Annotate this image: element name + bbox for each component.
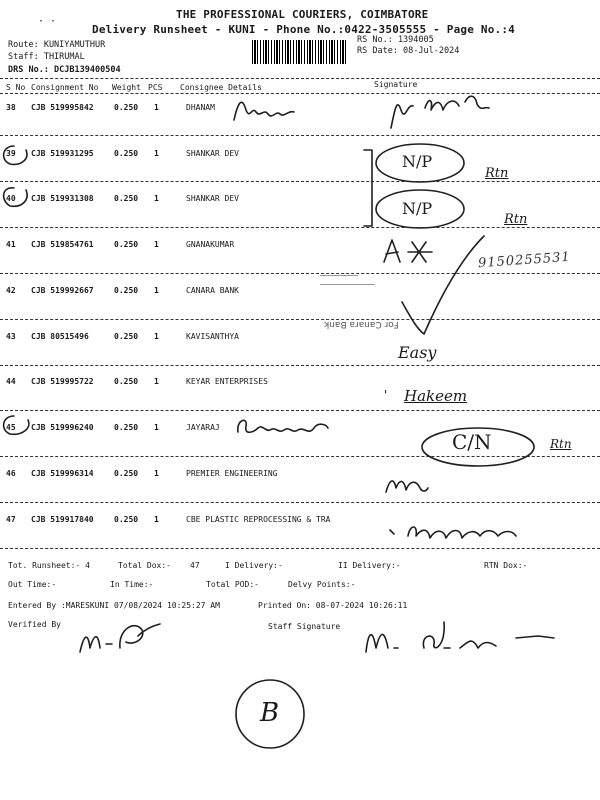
row-weight: 0.250 — [114, 423, 139, 432]
staff-signature-label: Staff Signature — [268, 622, 341, 631]
row-weight: 0.250 — [114, 377, 139, 386]
row-weight: 0.250 — [114, 286, 139, 295]
row-divider — [0, 319, 600, 320]
row-consignee: JAYARAJ — [186, 423, 220, 432]
row-consignee: GNANAKUMAR — [186, 240, 235, 249]
col-pcs: PCS — [148, 83, 163, 92]
row-consignee: KEYAR ENTERPRISES — [186, 377, 268, 386]
row-divider — [0, 456, 600, 457]
row-divider — [0, 365, 600, 366]
row-weight: 0.250 — [114, 240, 139, 249]
total-dox-value: 47 — [190, 561, 200, 570]
col-consignee: Consignee Details — [180, 83, 262, 92]
signature-easy: Easy — [398, 343, 437, 362]
row-sno: 42 — [6, 286, 16, 295]
row-pcs: 1 — [154, 423, 159, 432]
row-pcs: 1 — [154, 240, 159, 249]
np-mark-2: N/P — [402, 199, 433, 218]
row-consignment: CJB 519931308 — [31, 194, 94, 203]
rs-number: RS No.: 1394005 — [357, 35, 434, 45]
row-weight: 0.250 — [114, 103, 139, 112]
signature-icon — [382, 470, 432, 500]
row-consignment: CJB 519995722 — [31, 377, 94, 386]
row-pcs: 1 — [154, 286, 159, 295]
verified-by: Verified By — [8, 620, 61, 629]
row-divider — [0, 502, 600, 503]
row-consignee: CBE PLASTIC REPROCESSING & TRA — [186, 515, 331, 524]
row-weight: 0.250 — [114, 149, 139, 158]
stamp-b: B — [260, 698, 280, 728]
row-sno: 45 — [6, 423, 16, 432]
row-weight: 0.250 — [114, 515, 139, 524]
i-delivery: I Delivery:- — [225, 561, 283, 570]
delvy-points: Delvy Points:- — [288, 580, 356, 589]
row-sno: 38 — [6, 103, 16, 112]
row-consignment: CJB 519931295 — [31, 149, 94, 158]
col-consignment: Consignment No — [31, 83, 99, 92]
row-sno: 46 — [6, 469, 16, 478]
route-label: Route: KUNIYAMUTHUR — [8, 40, 106, 50]
row-consignee: KAVISANTHYA — [186, 332, 239, 341]
signature-icon — [385, 88, 495, 134]
row-weight: 0.250 — [114, 469, 139, 478]
bank-stamp: ───────────── ───────── — [320, 271, 375, 288]
rtn-dox: RTN Dox:- — [484, 561, 528, 570]
row-consignee: CANARA BANK — [186, 286, 239, 295]
np-mark-1: N/P — [402, 152, 433, 171]
row-pcs: 1 — [154, 194, 159, 203]
consignee-signature-icon — [230, 92, 300, 128]
col-signature: Signature — [374, 80, 418, 89]
rtn-mark-3: Rtn — [550, 437, 572, 451]
staff-signature-icon — [360, 618, 560, 658]
top-mark: · · — [38, 16, 57, 27]
header-divider-top — [0, 78, 600, 79]
row-divider — [0, 135, 600, 136]
signature-hakeem: Hakeem — [404, 387, 468, 405]
canara-stamp: For Canara Bank — [324, 319, 399, 329]
row-consignee: SHANKAR DEV — [186, 194, 239, 203]
row-divider — [0, 227, 600, 228]
phone-handwritten: 9150255531 — [477, 249, 572, 272]
row-sno: 43 — [6, 332, 16, 341]
row-consignment: CJB 519992667 — [31, 286, 94, 295]
row-consignee: PREMIER ENGINEERING — [186, 469, 278, 478]
rtn-mark-1: Rtn — [485, 166, 509, 181]
row-divider — [0, 548, 600, 549]
row-sno: 47 — [6, 515, 16, 524]
barcode — [252, 40, 347, 64]
consignee-signature-icon — [232, 410, 332, 444]
row-sno: 40 — [6, 194, 16, 203]
total-pod: Total POD:- — [206, 580, 259, 589]
row-pcs: 1 — [154, 469, 159, 478]
row-sno: 44 — [6, 377, 16, 386]
row-weight: 0.250 — [114, 332, 139, 341]
row-consignment: CJB 519917840 — [31, 515, 94, 524]
total-dox: Total Dox:- — [118, 561, 171, 570]
row-divider — [0, 181, 600, 182]
tick-mark: ' — [382, 388, 390, 402]
entered-by: Entered By :MARESKUNI 07/08/2024 10:25:27 AM — [8, 601, 220, 610]
staff-label: Staff: THIRUMAL — [8, 52, 85, 62]
tot-runsheet: Tot. Runsheet:- 4 — [8, 561, 90, 570]
in-time: In Time:- — [110, 580, 154, 589]
row-sno: 41 — [6, 240, 16, 249]
signature-icon — [386, 518, 526, 548]
row-sno: 39 — [6, 149, 16, 158]
row-divider — [0, 410, 600, 411]
row-consignee: DHANAM — [186, 103, 215, 112]
row-pcs: 1 — [154, 103, 159, 112]
row-consignee: SHANKAR DEV — [186, 149, 239, 158]
row-pcs: 1 — [154, 377, 159, 386]
row-consignment: CJB 519996314 — [31, 469, 94, 478]
drs-number: DRS No.: DCJB139400504 — [8, 65, 121, 75]
col-weight: Weight — [112, 83, 141, 92]
row-consignment: CJB 519854761 — [31, 240, 94, 249]
verified-signature-icon — [76, 618, 166, 660]
col-sno: S No — [6, 83, 26, 92]
row-pcs: 1 — [154, 332, 159, 341]
bracket-icon — [360, 148, 380, 230]
row-weight: 0.250 — [114, 194, 139, 203]
row-divider — [0, 273, 600, 274]
runsheet-title: Delivery Runsheet - KUNI - Phone No.:0422-3505555 - Page No.:4 — [92, 23, 515, 36]
row-pcs: 1 — [154, 149, 159, 158]
row-consignment: CJB 80515496 — [31, 332, 89, 341]
ii-delivery: II Delivery:- — [338, 561, 401, 570]
printed-on: Printed On: 08-07-2024 10:26:11 — [258, 601, 408, 610]
rtn-mark-2: Rtn — [504, 212, 528, 227]
row-consignment: CJB 519996240 — [31, 423, 94, 432]
rs-date: RS Date: 08-Jul-2024 — [357, 46, 460, 56]
out-time: Out Time:- — [8, 580, 57, 589]
initials-icon — [378, 232, 478, 272]
row-consignment: CJB 519995842 — [31, 103, 94, 112]
header-divider-bottom — [0, 93, 600, 94]
company-name: THE PROFESSIONAL COURIERS, COIMBATORE — [176, 8, 429, 21]
row-pcs: 1 — [154, 515, 159, 524]
cn-mark: C/N — [452, 430, 492, 454]
